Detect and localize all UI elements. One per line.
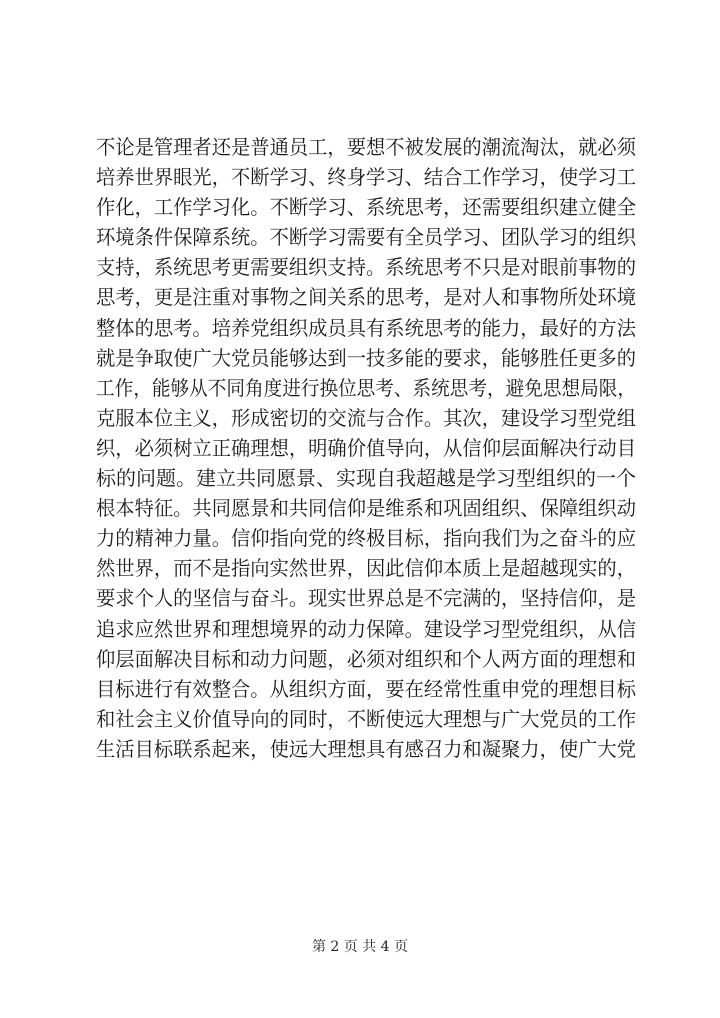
text-line: 工作，能够从不同角度进行换位思考、系统思考，避免思想局限， — [96, 375, 636, 400]
text-line: 支持，系统思考更需要组织支持。系统思考不只是对眼前事物的 — [96, 255, 637, 280]
text-line: 织，必须树立正确理想，明确价值导向，从信仰层面解决行动目 — [96, 435, 637, 460]
text-line: 就是争取使广大党员能够达到一技多能的要求，能够胜任更多的 — [96, 345, 637, 370]
body-paragraph — [96, 132, 636, 764]
text-line: 追求应然世界和理想境界的动力保障。建设学习型党组织，从信 — [96, 616, 637, 641]
page-number-footer: 第 2 页 共 4 页 — [311, 939, 409, 955]
text-line: 目标进行有效整合。从组织方面，要在经常性重申党的理想目标 — [96, 676, 637, 701]
text-line: 力的精神力量。信仰指向党的终极目标，指向我们为之奋斗的应 — [96, 526, 637, 551]
text-line: 培养世界眼光，不断学习、终身学习、结合工作学习，使学习工 — [96, 165, 637, 190]
text-line: 克服本位主义，形成密切的交流与合作。其次，建设学习型党组 — [96, 405, 637, 430]
text-line: 要求个人的坚信与奋斗。现实世界总是不完满的，坚持信仰，是 — [96, 586, 637, 611]
text-line: 标的问题。建立共同愿景、实现自我超越是学习型组织的一个 — [96, 466, 636, 491]
text-line: 环境条件保障系统。不断学习需要有全员学习、团队学习的组织 — [96, 225, 637, 250]
text-line: 然世界，而不是指向实然世界，因此信仰本质上是超越现实的， — [96, 556, 637, 581]
text-line: 不论是管理者还是普通员工，要想不被发展的潮流淘汰，就必须 — [96, 135, 637, 159]
text-line: 作化，工作学习化。不断学习、系统思考，还需要组织建立健全 — [96, 195, 637, 220]
text-line: 根本特征。共同愿景和共同信仰是维系和巩固组织、保障组织动 — [96, 496, 637, 521]
text-line: 整体的思考。培养党组织成员具有系统思考的能力，最好的方法 — [96, 315, 637, 340]
text-line: 和社会主义价值导向的同时，不断使远大理想与广大党员的工作 — [96, 706, 637, 731]
text-line: 生活目标联系起来，使远大理想具有感召力和凝聚力，使广大党 — [96, 736, 637, 761]
text-line: 思考，更是注重对事物之间关系的思考，是对人和事物所处环境 — [96, 285, 637, 310]
text-line: 仰层面解决目标和动力问题，必须对组织和个人两方面的理想和 — [96, 646, 637, 671]
